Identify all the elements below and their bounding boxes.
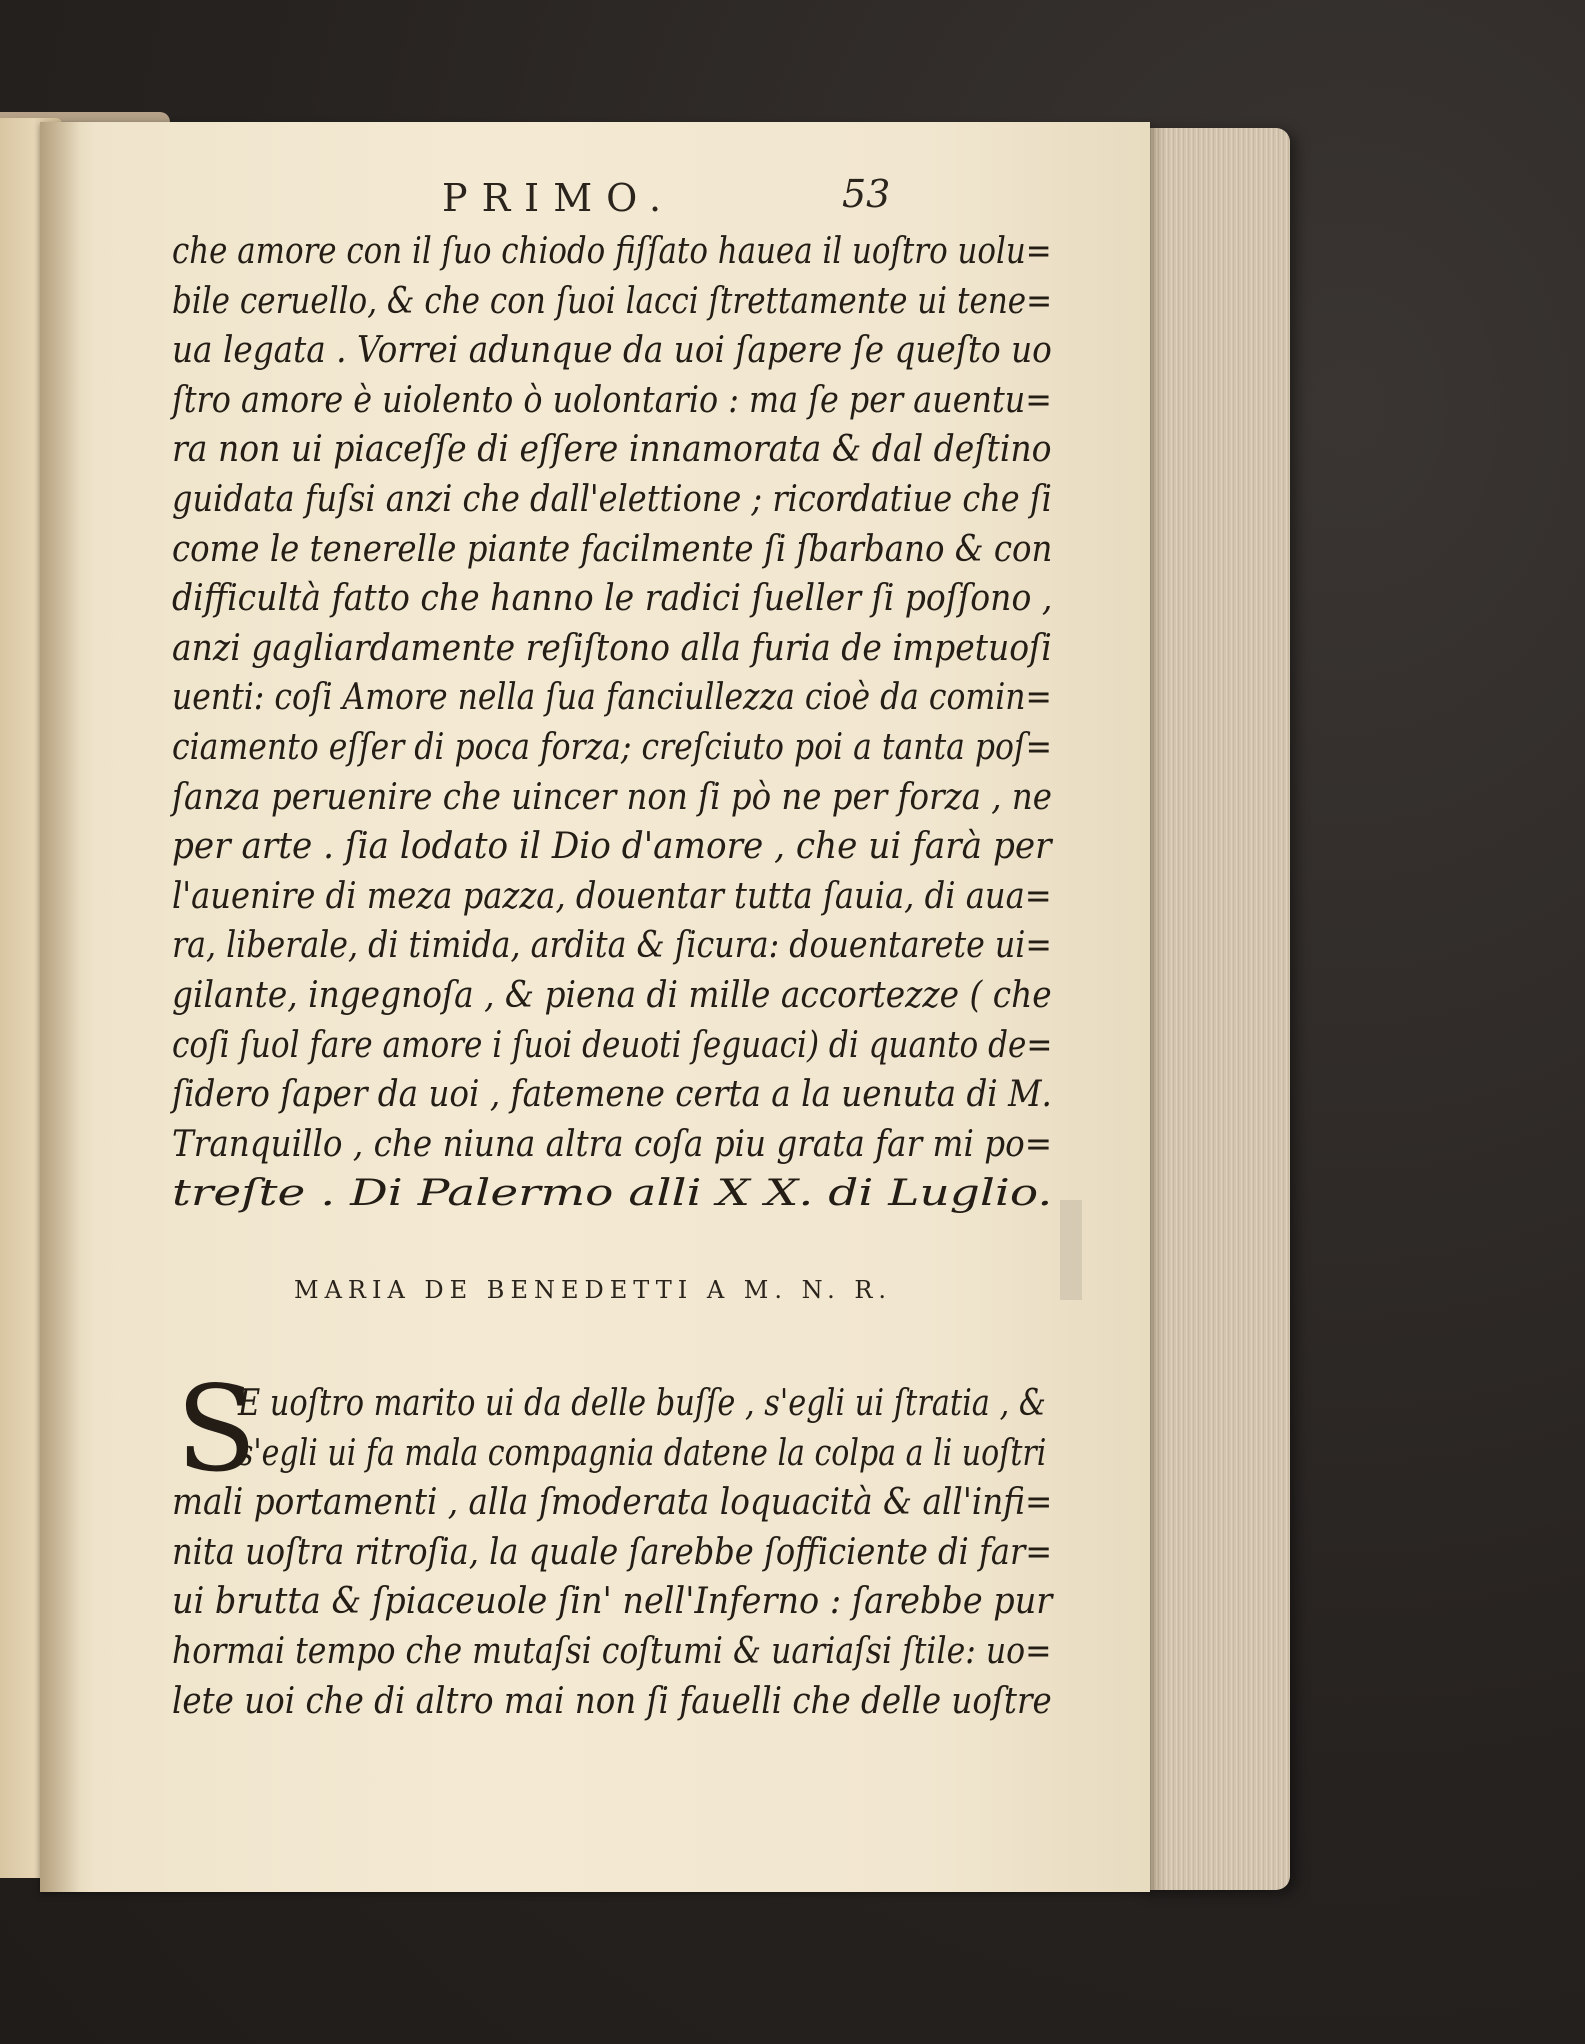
- text-line: ſtro amore è uiolento ò uolontario : ma ſe per auentu=: [172, 379, 1052, 421]
- text-line: ſanza peruenire che uincer non ſi pò ne per forza , ne: [172, 776, 1052, 818]
- text-line: per arte . ſia lodato il Dio d'amore , che ui farà per: [172, 826, 1052, 868]
- text-line: l'auenire di meza pazza, douentar tutta ſauia, di aua=: [172, 875, 1052, 917]
- text-line: lete uoi che di altro mai non ſi fauelli che delle uoſtre: [172, 1680, 1052, 1722]
- show-through-mark: [1060, 1200, 1082, 1300]
- text-line: guidata fuſsi anzi che dall'elettione ; ricordatiue che ſi: [172, 479, 1052, 520]
- text-line: s'egli ui fa mala compagnia datene la colpa a li uoſtri: [238, 1432, 1047, 1474]
- text-line: mali portamenti , alla ſmoderata loquacità & all'infi=: [172, 1482, 1053, 1524]
- running-head: PRIMO.: [442, 176, 676, 220]
- text-line: ciamento eſſer di poca forza; creſciuto poi a tanta poſ=: [172, 727, 1052, 768]
- text-line: hormai tempo che mutaſsi coſtumi & uariaſsi ſtile: uo=: [172, 1631, 1052, 1672]
- text-line: ſidero ſaper da uoi , fatemene certa a la uenuta di M.: [172, 1074, 1052, 1116]
- text-line: gilante, ingegnoſa , & piena di mille accortezze ( che: [172, 975, 1052, 1016]
- page-number: 53: [842, 172, 891, 216]
- text-line: che amore con il ſuo chiodo fiſſato haueа il uoſtro uolu=: [172, 231, 1052, 272]
- text-line: nita uoſtra ritroſia, la quale ſarebbe ſofficiente di far=: [172, 1531, 1053, 1573]
- text-line: bile ceruello, & che con ſuoi lacci ſtrettamente ui tene=: [172, 280, 1053, 322]
- text-line: coſi ſuol fare amore i ſuoi deuoti ſeguaci) di quanto de=: [172, 1024, 1053, 1066]
- text-line: come le tenerelle piante facilmente ſi ſbarbano & con: [172, 528, 1053, 570]
- text-line: E uoſtro marito ui da delle buſſe , s'egli ui ſtratia , &: [238, 1383, 1046, 1424]
- text-line: difficultà fatto che hanno le radici ſueller ſi poſſono ,: [172, 578, 1053, 620]
- text-line: treſte . Di Palermo alli X X. di Luglio.: [172, 1173, 1053, 1215]
- text-line: ua legata . Vorrei adunque da uoi ſapere ſe queſto uo: [172, 330, 1052, 372]
- gutter-shadow: [40, 122, 80, 1892]
- text-line: ra, liberale, di timida, ardita & ſicura: douentarete ui=: [172, 925, 1052, 967]
- text-line: ra non ui piaceſſe di eſſere innamorata & dal deſtino: [172, 429, 1052, 471]
- text-line: anzi gagliardamente reſiſtono alla furia de impetuoſi: [172, 627, 1052, 669]
- text-line: Tranquillo , che niuna altra coſa piu grata far mi po=: [172, 1123, 1053, 1165]
- text-line: uenti: coſi Amore nella ſua fanciullezza cioè da comin=: [172, 677, 1052, 719]
- letter-two-heading: MARIA DE BENEDETTI A M. N. R.: [294, 1276, 893, 1304]
- drop-capital: S: [176, 1360, 257, 1498]
- text-line: ui brutta & ſpiaceuole ſin' nell'Inferno : ſarebbe pur: [172, 1581, 1053, 1623]
